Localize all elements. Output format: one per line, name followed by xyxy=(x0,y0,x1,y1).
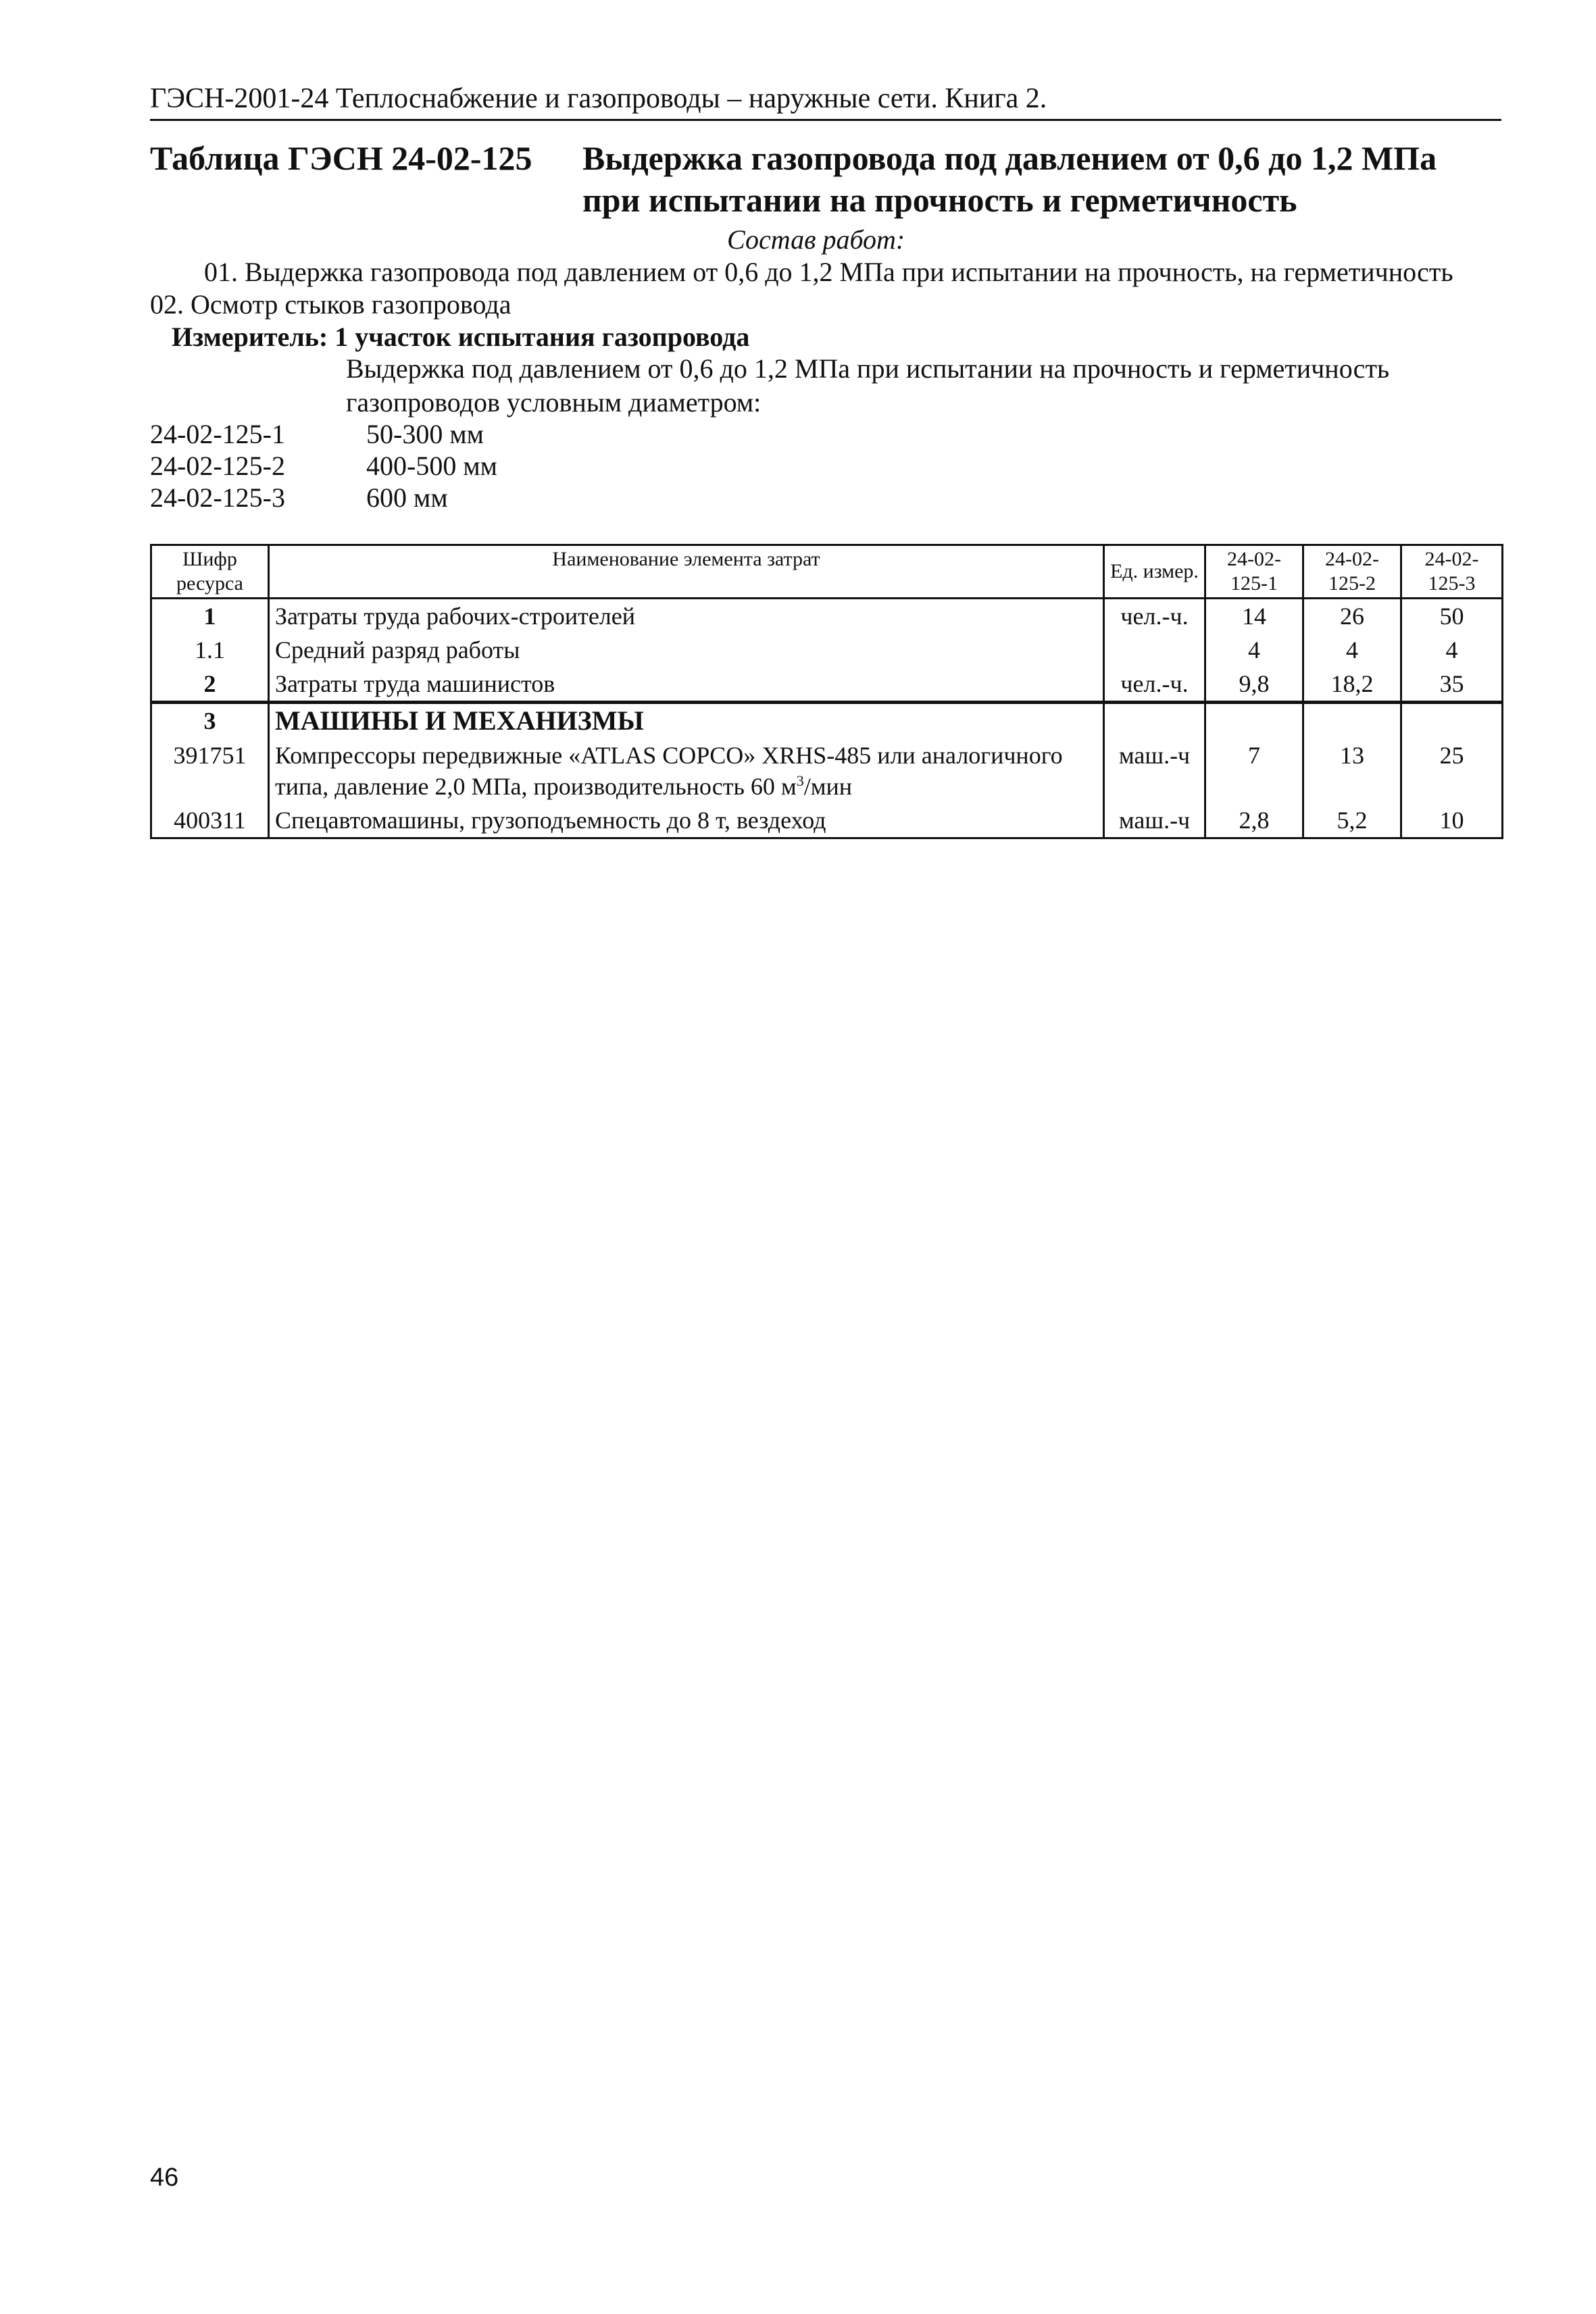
section-code: 3 xyxy=(151,703,269,739)
cell-unit: чел.-ч. xyxy=(1104,599,1205,634)
cell-value: 4 xyxy=(1303,633,1401,667)
header-col3: 24-02-125-3 xyxy=(1401,545,1503,599)
works-heading: Состав работ: xyxy=(727,224,905,255)
empty-cell xyxy=(1303,703,1401,739)
work-item: 01. Выдержка газопровода под давлением от 0,6 до 1,2 МПа при испытании на прочность, на герметичность xyxy=(204,257,1453,287)
table-header-row xyxy=(151,545,1503,599)
cell-unit: чел.-ч. xyxy=(1104,667,1205,703)
cell-code: 1.1 xyxy=(151,633,269,667)
cell-value: 14 xyxy=(1205,599,1303,634)
variant-code: 24-02-125-2 xyxy=(150,451,285,481)
variant-desc: 400-500 мм xyxy=(366,451,497,481)
header-name: Наименование элемента затрат xyxy=(269,545,1104,599)
cell-name-suffix: /мин xyxy=(803,773,853,800)
cell-code: 400311 xyxy=(151,803,269,838)
cell-name-text: Компрессоры передвижные «ATLAS COPCO» XRHS-485 или аналогичного типа, давление 2,0 МПа, производительность 60 м xyxy=(275,742,1063,800)
page-number: 46 xyxy=(150,2163,179,2192)
cell-value: 5,2 xyxy=(1303,803,1401,838)
variant-desc: 600 мм xyxy=(366,482,448,513)
cell-code: 1 xyxy=(151,599,269,634)
work-item: 02. Осмотр стыков газопровода xyxy=(150,289,512,320)
superscript: 3 xyxy=(796,772,804,789)
cell-value: 7 xyxy=(1205,738,1303,803)
empty-cell xyxy=(1401,703,1503,739)
section-row xyxy=(151,703,1503,739)
cell-value: 4 xyxy=(1205,633,1303,667)
header-unit: Ед. измер. xyxy=(1104,545,1205,599)
cell-value: 50 xyxy=(1401,599,1503,634)
table-row xyxy=(151,633,1503,667)
table-title: Выдержка газопровода под давлением от 0,6 до 1,2 МПа при испытании на прочность и герметичность xyxy=(582,139,1437,219)
header-col1: 24-02-125-1 xyxy=(1205,545,1303,599)
variant-desc: 50-300 мм xyxy=(366,419,484,449)
cell-value: 4 xyxy=(1401,633,1503,667)
table-row xyxy=(151,599,1503,634)
resource-table xyxy=(150,544,1503,839)
empty-cell xyxy=(1104,703,1205,739)
variant-code: 24-02-125-3 xyxy=(150,482,285,513)
header-rule xyxy=(150,119,1501,121)
cell-value: 2,8 xyxy=(1205,803,1303,838)
cell-value: 26 xyxy=(1303,599,1401,634)
intro-text: Выдержка под давлением от 0,6 до 1,2 МПа при испытании на прочность и герметичность газопроводов условным диаметром: xyxy=(346,353,1390,418)
cell-name: Затраты труда рабочих-строителей xyxy=(269,599,1104,634)
header-col2: 24-02-125-2 xyxy=(1303,545,1401,599)
cell-value: 18,2 xyxy=(1303,667,1401,703)
running-header: ГЭСН-2001-24 Теплоснабжение и газопроводы – наружные сети. Книга 2. xyxy=(150,83,1047,114)
meter-line: Измеритель: 1 участок испытания газопровода xyxy=(172,322,750,352)
cell-value: 13 xyxy=(1303,738,1401,803)
cell-value: 10 xyxy=(1401,803,1503,838)
section-title: МАШИНЫ И МЕХАНИЗМЫ xyxy=(275,705,644,736)
variant-code: 24-02-125-1 xyxy=(150,419,285,449)
cell-name xyxy=(269,738,1104,803)
cell-code: 391751 xyxy=(151,738,269,803)
table-label: Таблица ГЭСН 24-02-125 xyxy=(150,139,532,177)
empty-cell xyxy=(1205,703,1303,739)
cell-unit: маш.-ч xyxy=(1104,803,1205,838)
table-row xyxy=(151,667,1503,703)
cell-name: Спецавтомашины, грузоподъемность до 8 т, вездеход xyxy=(269,803,1104,838)
cell-unit: маш.-ч xyxy=(1104,738,1205,803)
table-row xyxy=(151,803,1503,838)
cell-value: 35 xyxy=(1401,667,1503,703)
cell-name: Затраты труда машинистов xyxy=(269,667,1104,703)
cell-name: Средний разряд работы xyxy=(269,633,1104,667)
cell-unit xyxy=(1104,633,1205,667)
cell-value: 9,8 xyxy=(1205,667,1303,703)
table-row xyxy=(151,738,1503,803)
cell-code: 2 xyxy=(151,667,269,703)
header-code: Шифр ресурса xyxy=(151,545,269,599)
cell-value: 25 xyxy=(1401,738,1503,803)
